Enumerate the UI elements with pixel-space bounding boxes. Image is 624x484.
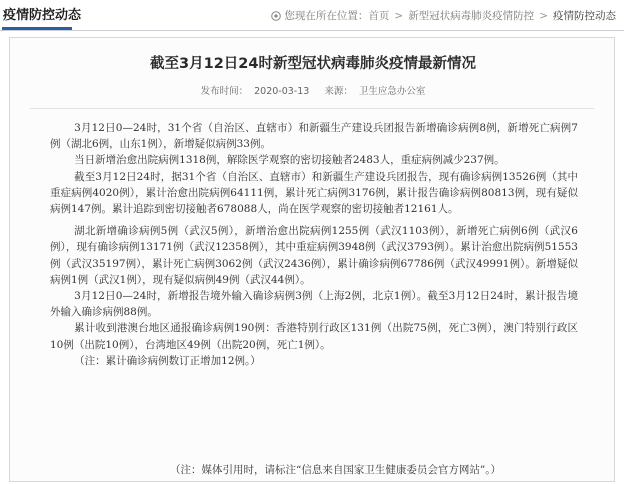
breadcrumb-separator: > (539, 10, 548, 22)
breadcrumb-epidemic-link[interactable]: 新型冠状病毒肺炎疫情防控 (408, 10, 535, 22)
breadcrumb-separator: > (394, 10, 404, 22)
section-title: 疫情防控动态 (3, 8, 82, 23)
location-pin-icon (271, 11, 281, 21)
publish-time-label: 发布时间： (200, 86, 249, 97)
section-title-underline (2, 27, 72, 30)
breadcrumb-current-link[interactable]: 疫情防控动态 (553, 10, 616, 22)
article-container (9, 37, 615, 482)
paragraph-hubei: 湖北新增确诊病例5例（武汉5例），新增治愈出院病例1255例（武汉1103例），新增死亡病例6例（武汉6例），现有确诊病例13171例（武汉12358例），其中重症病例3948例（武汉3793例）。累计治愈出院病例51553例（武汉35197例），累计死亡病例3062例（武汉2436例），累计确诊病例67786例（武汉49991例）。新增疑似病例1例（武汉1例），现有疑似病例49例（武汉44例）。 (50, 225, 578, 286)
meta-divider (30, 108, 594, 109)
source-label: 来源： (324, 86, 353, 97)
media-citation-note: （注：媒体引用时，请标注“信息来自国家卫生健康委员会官方网站”。） (170, 464, 501, 476)
paragraph-cumulative: 截至3月12日24时，据31个省（自治区、直辖市）和新疆生产建设兵团报告，现有确诊病例13526例（其中重症病例4020例），累计治愈出院病例64111例，累计死亡病例3176例，累计报告确诊病例80813例，现有疑似病例147例。累计追踪到密切接触者678088人，尚在医学观察的密切接触者12161人。 (50, 170, 578, 216)
publish-time (198, 86, 313, 97)
paragraph-new-cases: 3月12日0—24时，31个省（自治区、直辖市）和新疆生产建设兵团报告新增确诊病例8例，新增死亡病例7例（湖北6例，山东1例），新增疑似病例33例。 (50, 122, 578, 151)
source (321, 86, 428, 97)
paragraph-correction-note: （注：累计确诊病例数订正增加12例。） (74, 354, 261, 367)
breadcrumb-prefix: 您现在所在位置： (284, 10, 369, 22)
paragraph-hk-macao-taiwan: 累计收到港澳台地区通报确诊病例190例：香港特别行政区131例（出院75例，死亡3例），澳门特别行政区10例（出院10例），台湾地区49例（出院20例，死亡1例）。 (50, 322, 578, 351)
paragraph-recovered: 当日新增治愈出院病例1318例，解除医学观察的密切接触者2483人，重症病例减少237例。 (74, 154, 505, 167)
top-bar (0, 0, 624, 31)
breadcrumb-home-link[interactable]: 首页 (368, 10, 390, 22)
paragraph-imported: 3月12日0—24时，新增报告境外输入确诊病例3例（上海2例，北京1例）。截至3月12日24时，累计报告境外输入确诊病例88例。 (50, 290, 578, 319)
article-body (50, 120, 578, 369)
breadcrumb (271, 9, 616, 23)
article-title: 截至3月12日24时新型冠状病毒肺炎疫情最新情况 (150, 56, 476, 72)
source-name: 卫生应急办公室 (358, 86, 426, 97)
article-meta (10, 86, 616, 98)
publish-date: 2020-03-13 (254, 86, 310, 97)
